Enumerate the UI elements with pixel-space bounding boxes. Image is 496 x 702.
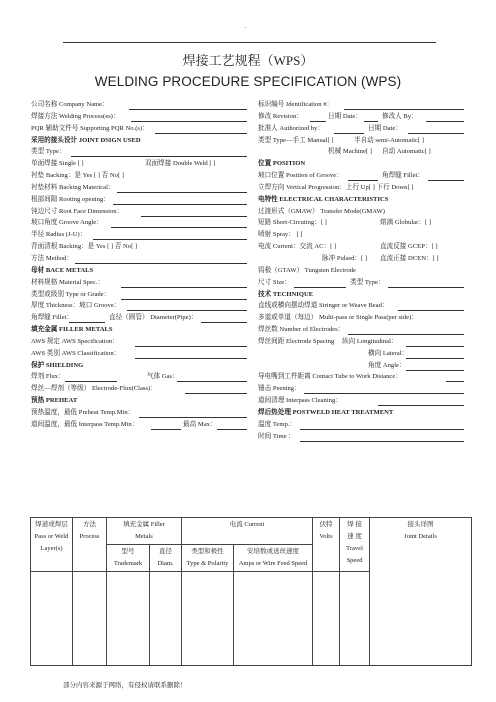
double-weld-option: 双面焊接 Double Weld [ ] <box>145 160 216 168</box>
position-heading: 位置 POSITION <box>258 160 306 168</box>
document-title-en: WELDING PROCEDURE SPECIFICATION (WPS) <box>94 74 402 89</box>
preheat-temp-field: 预热温度，最低 Preheat Temp.Min： <box>31 408 135 416</box>
table-cell <box>31 572 73 666</box>
tungsten-size-field: 尺寸 Size： <box>258 278 291 286</box>
authorized-date-field: 日期 Date： <box>368 124 402 132</box>
type-grade-field: 类型或级别 Type or Grade： <box>31 290 111 298</box>
interpass-max-field: 最高 Max： <box>183 420 217 428</box>
table-cell <box>107 572 150 666</box>
electrode-spacing-label: 焊丝间距 Electrode Spacing <box>258 337 335 345</box>
contact-tube-field: 导电嘴到工件距离 Contact Tube to Work Distance： <box>258 373 402 381</box>
material-spec-field: 材料规格 Material Spec.： <box>31 278 105 286</box>
angle-field: 角度 Angle： <box>368 361 406 369</box>
polarity-header: 类型和极性 Type & Polarity <box>182 545 234 572</box>
joint-design-heading: 采用的接头设计 JOINT DSIGN USED <box>31 136 141 144</box>
revised-by-field: 修改人 By： <box>382 112 418 120</box>
table-cell <box>340 572 370 666</box>
type-manual-option: 类型 Type—手工 Manual[ ] <box>258 136 334 144</box>
pulsed-option: 脉冲 Pulsed：[ ] <box>322 254 368 262</box>
technique-heading: 技术 TECHNIQUE <box>258 290 314 298</box>
procedure-table <box>30 517 472 666</box>
method-field: 方法 Method： <box>31 254 73 262</box>
groove-position-field: 坡口位置 Position of Groove： <box>258 172 343 180</box>
pwht-temp-field: 温度 Temp.： <box>258 420 296 428</box>
backing-material-field: 衬垫材料 Backing Materical： <box>31 183 115 191</box>
single-weld-option: 单面焊接 Single [ ] <box>31 160 84 168</box>
volts-header: 伏特 Volts <box>313 518 340 572</box>
joint-type-field: 类型 Type： <box>31 148 66 156</box>
root-opening-field: 根部间隙 Rooting opening： <box>31 195 110 203</box>
root-face-field: 钝边尺寸 Root Face Dimension： <box>31 207 124 215</box>
aws-class-field: AWS 类别 AWS Classification： <box>31 349 121 357</box>
multipass-field: 多道或单道（每边） Multi-pass or Single Pass(per side)： <box>258 314 418 322</box>
machine-option: 机械 Machine[ ] <box>328 148 372 156</box>
flux-field: 焊剂 Flux： <box>31 373 65 381</box>
process-header: 方法 Process <box>73 518 107 572</box>
tungsten-type-field: 类型 Type： <box>350 278 385 286</box>
authorized-by-field: 批准人 Authorized by： <box>258 124 324 132</box>
interpass-cleaning-field: 道间清理 Interpass Cleaning： <box>258 397 342 405</box>
table-cell <box>313 572 340 666</box>
thickness-field: 厚度 Thickness：坡口 Groove： <box>31 302 121 310</box>
automatic-option: 自动 Automatic[ ] <box>382 148 431 156</box>
travel-speed-header: 焊 接 速 度 Travel Speed <box>340 518 370 572</box>
base-metals-heading: 母材 BACE METALS <box>31 266 94 274</box>
amps-header: 安培数或送丝速度 Amps or Wire Feed Speed <box>234 545 313 572</box>
revision-date-field: 日期 Date： <box>328 112 362 120</box>
aws-spec-field: AWS 规定 AWS Specification： <box>31 337 119 345</box>
current-ac-option: 电流 Current：交流 AC：[ ] <box>258 243 337 251</box>
pwht-heading: 焊后热处理 POSTWELD HEAT TREATMENT <box>258 408 394 416</box>
company-field: 公司名称 Company Name： <box>31 101 109 108</box>
table-cell <box>182 572 234 666</box>
process-field: 焊接方法 Welding Process(es)： <box>31 112 120 120</box>
fillet-field: 角焊缝 Fillet： <box>31 314 73 322</box>
footer-note: 部分内容来源于网络，有侵权请联系删除！ <box>63 682 187 689</box>
filler-metals-heading: 填充金属 FILLER METALS <box>31 326 113 334</box>
table-cell <box>73 572 107 666</box>
peening-field: 锤击 Peening： <box>258 385 301 393</box>
spray-option: 喷射 Spray： [ ] <box>258 231 303 239</box>
fillet-position-field: 角焊缝 Fillet： <box>382 172 424 180</box>
joint-details-header: 接头详图 Joint Details <box>370 518 472 666</box>
pwht-time-field: 时间 Time ： <box>258 432 295 440</box>
trademark-header: 型号 Trademark <box>107 545 150 572</box>
stringer-weave-field: 直线或横向摆动焊道 Stringer or Weave Bead： <box>258 302 389 310</box>
table-cell <box>234 572 313 666</box>
table-cell <box>150 572 182 666</box>
lateral-field: 横向 Lateral： <box>368 349 409 357</box>
short-circuit-option: 短路 Short-Circuting：[ ] <box>258 219 327 227</box>
pqr-field: PQR 辅助文件号 Supporting PQR No.(s)： <box>31 124 149 132</box>
backing-option: 衬垫 Backing：是 Yes [ ] 否 No[ ] <box>31 172 124 180</box>
back-gouging-option: 背面清根 Backing：是 Yes [ ] 否 No[ ] <box>31 243 138 251</box>
header-dot: . <box>245 24 247 30</box>
number-electrodes-field: 焊丝数 Number of Electrodes： <box>258 326 345 334</box>
current-header: 电流 Current <box>182 518 313 545</box>
diameter-header: 直径 Diam. <box>150 545 182 572</box>
semi-automatic-option: 半自动 semi-Automatic[ ] <box>354 136 424 144</box>
vertical-progression-option: 立焊方向 Vertical Progression：上行 Up[ ] 下行 Down[ ] <box>258 183 414 191</box>
dcen-option: 直流正接 DCEN：[ ] <box>380 254 439 262</box>
identification-field: 标识编号 Identification #： <box>258 101 334 108</box>
pipe-diameter-field: 直径（圆管） Diameter(Pipe)： <box>109 314 198 322</box>
revision-field: 修改 Revision： <box>258 112 303 120</box>
groove-angle-field: 坡口角度 Groove Angle： <box>31 219 103 227</box>
tungsten-electrode-label: 钨极（GTAW） Tungsten Electrode <box>258 266 356 274</box>
shielding-heading: 保护 SHIELDING <box>31 361 84 369</box>
transfer-mode-label: 过渡形式（GMAW） Transfer Mode(GMAW) <box>258 207 385 215</box>
globular-option: 熔滴 Globular：[ ] <box>380 219 431 227</box>
right-column <box>258 99 473 442</box>
electrical-heading: 电特性 ELECTRICAL CHARACTERISTICS <box>258 195 389 203</box>
electrode-flux-field: 焊丝—焊剂（等级） Electrode-Flux(Class)： <box>31 385 157 393</box>
interpass-min-field: 道间温度，最低 Interpass Temp.Min： <box>31 420 139 428</box>
layer-header: 焊道或焊层 Pass or Weld Layer(s) <box>31 518 73 572</box>
gas-field: 气体 Gas： <box>147 373 179 381</box>
filler-header: 填充金属 Filler Metals <box>107 518 182 545</box>
longitudinal-field: 纵向 Longitudinal： <box>342 337 398 345</box>
left-column <box>31 99 251 431</box>
header-rule <box>63 42 436 43</box>
dcep-option: 直流反接 GCEP：[ ] <box>380 243 438 251</box>
radius-field: 半径 Radius (J-U)： <box>31 231 87 239</box>
preheat-heading: 预热 PREHEAT <box>31 397 78 405</box>
document-title-cn: 焊接工艺规程（WPS） <box>182 53 314 68</box>
